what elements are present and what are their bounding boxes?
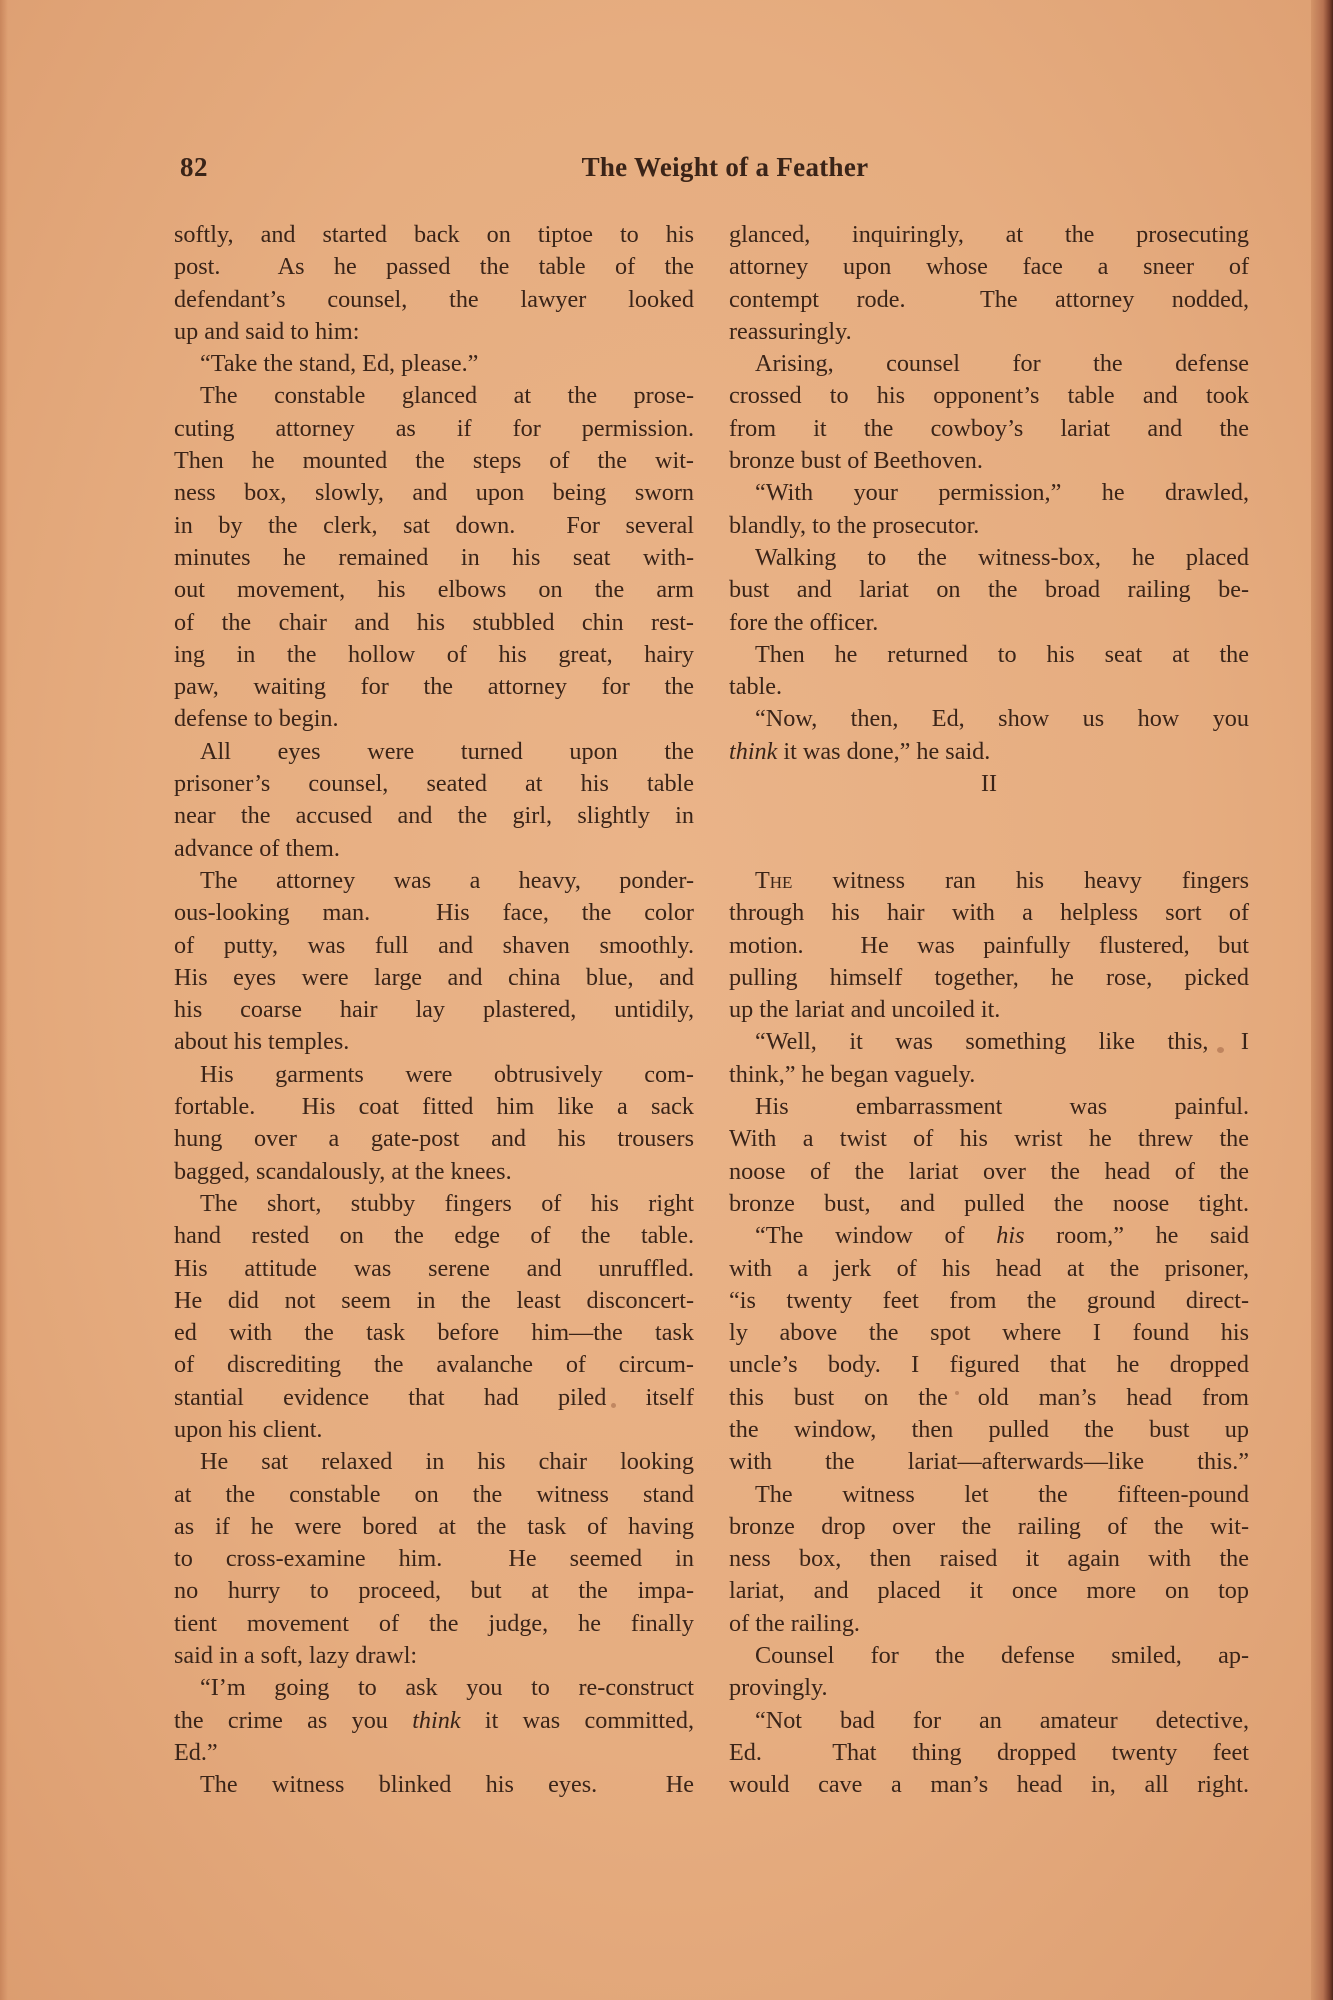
text-line: no hurry to proceed, but at the impa-	[174, 1577, 694, 1605]
text-line: of the chair and his stubbled chin rest-	[174, 608, 694, 636]
text-line: with the lariat—afterwards—like this.”	[729, 1448, 1249, 1476]
text-line: bronze bust of Beethoven.	[729, 447, 983, 475]
italic-emphasis: think	[412, 1706, 461, 1734]
text-line: advance of them.	[174, 834, 340, 862]
text-line: All eyes were turned upon the	[200, 737, 694, 765]
text-line: up the lariat and uncoiled it.	[729, 996, 1001, 1024]
text-line: near the accused and the girl, slightly in	[174, 802, 694, 830]
text-line: stantial evidence that had piled itself	[174, 1383, 694, 1411]
text-line: from it the cowboy’s lariat and the	[729, 414, 1249, 442]
small-caps-initial: The	[755, 866, 793, 894]
text-line: His eyes were large and china blue, and	[174, 963, 694, 991]
text-line: ous-looking man. His face, the color	[174, 899, 694, 927]
text-line: of discrediting the avalanche of circum-	[174, 1351, 694, 1379]
text-line: “Not bad for an amateur detective,	[755, 1706, 1249, 1734]
text-line: cuting attorney as if for permission.	[174, 414, 694, 442]
paper-speck	[611, 1403, 616, 1408]
text-line: “The window of his room,” he said	[755, 1222, 1249, 1250]
section-gap	[729, 833, 1249, 865]
text-line: upon his client.	[174, 1415, 323, 1443]
text-line: ing in the hollow of his great, hairy	[174, 640, 694, 668]
text-line: lariat, and placed it once more on top	[729, 1577, 1249, 1605]
text-line: The attorney was a heavy, ponder-	[200, 866, 694, 894]
page-left-edge	[0, 0, 8, 2000]
text-line: Arising, counsel for the defense	[755, 350, 1249, 378]
text-line: “I’m going to ask you to re-construct	[200, 1674, 694, 1702]
text-line: Ed.”	[174, 1738, 218, 1766]
text-line: bronze bust, and pulled the noose tight.	[729, 1189, 1249, 1217]
text-line: The witness blinked his eyes. He	[200, 1771, 694, 1799]
text-line: fortable. His coat fitted him like a sack	[174, 1093, 694, 1121]
text-line: with a jerk of his head at the prisoner,	[729, 1254, 1249, 1282]
text-line: the crime as you think it was committed,	[174, 1706, 694, 1734]
text-line: the window, then pulled the bust up	[729, 1415, 1249, 1443]
text-line: as if he were bored at the task of having	[174, 1512, 694, 1540]
text-line: his coarse hair lay plastered, untidily,	[174, 996, 694, 1024]
text-line: The constable glanced at the prose-	[200, 382, 694, 410]
page-number: 82	[180, 152, 208, 182]
text-line: at the constable on the witness stand	[174, 1480, 694, 1508]
text-line: in by the clerk, sat down. For several	[174, 511, 694, 539]
text-line: reassuringly.	[729, 317, 852, 345]
text-line: provingly.	[729, 1674, 828, 1702]
text-line: attorney upon whose face a sneer of	[729, 253, 1249, 281]
text-line: defense to begin.	[174, 705, 339, 733]
text-line: With a twist of his wrist he threw the	[729, 1125, 1249, 1153]
text-line: to cross-examine him. He seemed in	[174, 1545, 694, 1573]
text-line: glanced, inquiringly, at the prosecuting	[729, 221, 1249, 248]
text-line: table.	[729, 673, 783, 701]
text-line: His embarrassment was painful.	[755, 1093, 1249, 1121]
text-line: The witness let the fifteen-pound	[755, 1480, 1249, 1508]
text-line: ed with the task before him—the task	[174, 1319, 694, 1347]
text-line: Ed. That thing dropped twenty feet	[729, 1738, 1249, 1766]
text-line: The witness ran his heavy fingers	[755, 866, 1249, 894]
text-line: defendant’s counsel, the lawyer looked	[174, 285, 694, 313]
text-line: pulling himself together, he rose, picked	[729, 963, 1249, 991]
text-line: “Well, it was something like this, I	[755, 1028, 1249, 1056]
text-line: think,” he began vaguely.	[729, 1060, 976, 1088]
running-head	[180, 152, 1250, 192]
text-line: bagged, scandalously, at the knees.	[174, 1157, 512, 1185]
text-line: Walking to the witness-box, he placed	[755, 543, 1249, 571]
text-line: hand rested on the edge of the table.	[174, 1222, 694, 1250]
text-line: “Take the stand, Ed, please.”	[200, 350, 479, 378]
text-line: said in a soft, lazy drawl:	[174, 1642, 418, 1670]
text-line: contempt rode. The attorney nodded,	[729, 285, 1249, 313]
text-line: The short, stubby fingers of his right	[200, 1189, 694, 1217]
text-line: of putty, was full and shaven smoothly.	[174, 931, 694, 959]
text-line: fore the officer.	[729, 608, 879, 636]
text-line: His attitude was serene and unruffled.	[174, 1254, 694, 1282]
text-line: of the railing.	[729, 1609, 860, 1637]
text-line: this bust on the old man’s head from	[729, 1383, 1249, 1411]
text-line: Then he mounted the steps of the wit-	[174, 447, 694, 475]
text-line: “With your permission,” he drawled,	[755, 479, 1249, 507]
text-column-left	[174, 219, 694, 1802]
text-line: “Now, then, Ed, show us how you	[755, 705, 1249, 733]
section-number: II	[981, 771, 997, 798]
text-line: ness box, then raised it again with the	[729, 1545, 1249, 1573]
text-line: tient movement of the judge, he finally	[174, 1609, 694, 1637]
paper-speck	[955, 1391, 959, 1395]
text-line: think it was done,” he said.	[729, 737, 991, 765]
text-line: uncle’s body. I figured that he dropped	[729, 1351, 1249, 1379]
text-line: about his temples.	[174, 1028, 350, 1056]
text-line: through his hair with a helpless sort of	[729, 899, 1249, 927]
text-line: motion. He was painfully flustered, but	[729, 931, 1249, 959]
text-line: His garments were obtrusively com-	[200, 1060, 694, 1088]
text-line: bust and lariat on the broad railing be-	[729, 576, 1249, 604]
running-title: The Weight of a Feather	[581, 152, 869, 182]
text-line: crossed to his opponent’s table and took	[729, 382, 1249, 410]
text-line: Counsel for the defense smiled, ap-	[755, 1642, 1249, 1670]
text-line: minutes he remained in his seat with-	[174, 543, 694, 571]
text-line: ness box, slowly, and upon being sworn	[174, 479, 694, 507]
text-line: noose of the lariat over the head of the	[729, 1157, 1249, 1185]
text-line: bronze drop over the railing of the wit-	[729, 1512, 1249, 1540]
paper-speck	[1217, 1047, 1224, 1053]
text-line: softly, and started back on tiptoe to his	[174, 221, 694, 248]
italic-emphasis: think	[729, 737, 778, 765]
text-line: paw, waiting for the attorney for the	[174, 673, 694, 701]
text-line: prisoner’s counsel, seated at his table	[174, 770, 694, 798]
text-line: out movement, his elbows on the arm	[174, 576, 694, 604]
text-line: ly above the spot where I found his	[729, 1319, 1249, 1347]
text-line: blandly, to the prosecutor.	[729, 511, 980, 539]
italic-emphasis: his	[996, 1222, 1025, 1250]
text-line: up and said to him:	[174, 317, 360, 345]
text-line: post. As he passed the table of the	[174, 253, 694, 281]
text-line: He did not seem in the least disconcert-	[174, 1286, 694, 1314]
text-line: “is twenty feet from the ground direct-	[729, 1286, 1249, 1314]
book-binding-edge	[1311, 0, 1333, 2000]
text-column-right	[729, 219, 1249, 1802]
text-line: hung over a gate-post and his trousers	[174, 1125, 694, 1153]
text-line: He sat relaxed in his chair looking	[200, 1448, 694, 1476]
text-line: would cave a man’s head in, all right.	[729, 1771, 1249, 1799]
text-line: Then he returned to his seat at the	[755, 640, 1249, 668]
